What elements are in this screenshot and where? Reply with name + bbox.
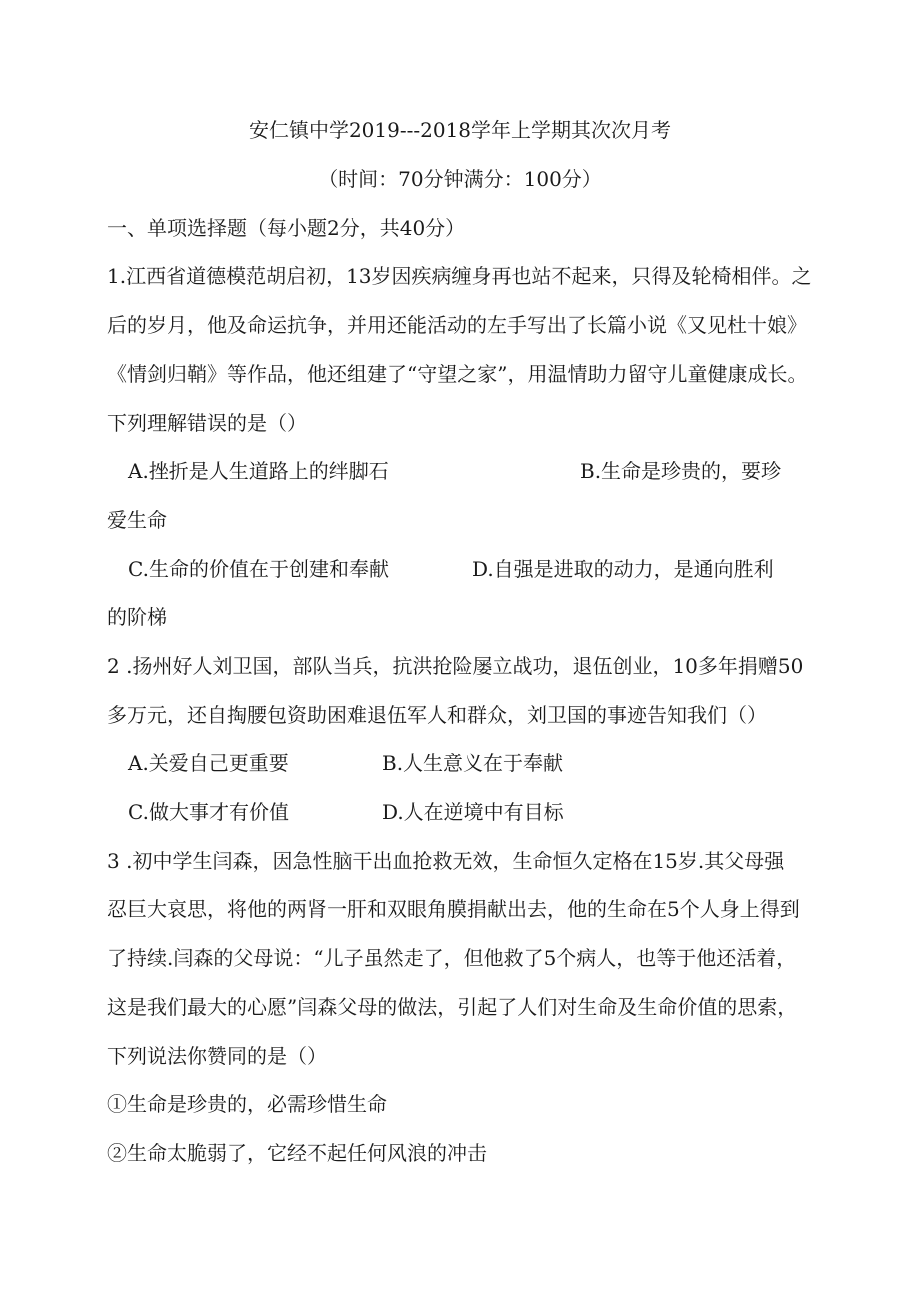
q3-line-3: 了持续.闫森的父母说：“儿子虽然走了，但他救了5个病人，也等于他还活着，	[107, 946, 797, 970]
q2-option-d: D.人在逆境中有目标	[382, 800, 564, 824]
q2-option-a: A.关爱自己更重要	[128, 751, 289, 775]
q2-line-2: 多万元，还自掏腰包资助困难退伍军人和群众，刘卫国的事迹告知我们（）	[107, 703, 767, 727]
q1-option-b: B.生命是珍贵的，要珍	[580, 459, 782, 483]
q3-item-1: ①生命是珍贵的，必需珍惜生命	[107, 1092, 387, 1116]
exam-title: 安仁镇中学2019---2018学年上学期其次次月考	[248, 118, 672, 142]
q2-option-c: C.做大事才有价值	[128, 800, 289, 824]
q3-line-4: 这是我们最大的心愿”闫森父母的做法，引起了人们对生命及生命价值的思索，	[107, 995, 798, 1019]
q2-line-1: 2 .扬州好人刘卫国，部队当兵，抗洪抢险屡立战功，退伍创业，10多年捐赠50	[107, 654, 804, 678]
exam-subtitle: （时间：70分钟满分：100分）	[318, 167, 602, 191]
q1-option-d: D.自强是进取的动力，是通向胜利	[472, 557, 774, 581]
q1-option-c: C.生命的价值在于创建和奉献	[128, 557, 389, 581]
q3-item-2: ②生命太脆弱了，它经不起任何风浪的冲击	[107, 1141, 487, 1165]
q1-option-b-cont: 爱生命	[107, 508, 167, 532]
q1-line-1: 1.江西省道德模范胡启初，13岁因疾病缠身再也站不起来，只得及轮椅相伴。之	[107, 264, 812, 288]
q1-line-2: 后的岁月，他及命运抗争，并用还能活动的左手写出了长篇小说《又见杜十娘》	[107, 313, 807, 337]
section-heading: 一、单项选择题（每小题2分，共40分）	[107, 216, 466, 240]
q2-option-b: B.人生意义在于奉献	[382, 751, 564, 775]
q3-line-1: 3 .初中学生闫森，因急性脑干出血抢救无效，生命恒久定格在15岁.其父母强	[107, 849, 785, 873]
q1-option-d-cont: 的阶梯	[107, 605, 167, 629]
q1-option-a: A.挫折是人生道路上的绊脚石	[128, 459, 389, 483]
q3-line-5: 下列说法你赞同的是（）	[107, 1044, 327, 1068]
q3-line-2: 忍巨大哀思，将他的两肾一肝和双眼角膜捐献出去，他的生命在5个人身上得到	[107, 897, 800, 921]
q1-line-4: 下列理解错误的是（）	[107, 411, 307, 435]
q1-line-3: 《情剑归鞘》等作品，他还组建了“守望之家”，用温情助力留守儿童健康成长。	[107, 362, 808, 386]
